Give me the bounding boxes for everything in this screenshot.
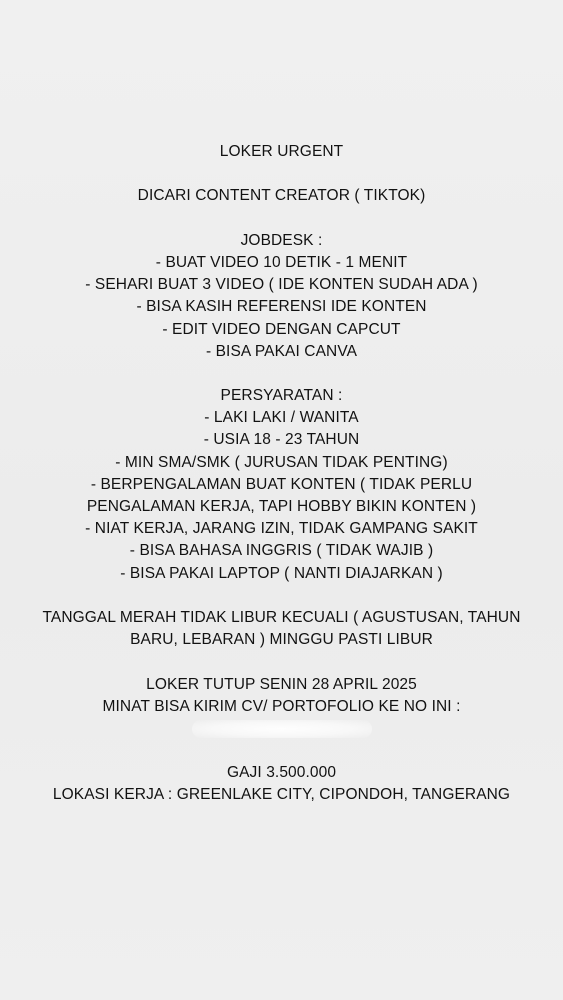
requirement-item: - USIA 18 - 23 TAHUN: [203, 431, 360, 449]
job-posting-text: [0, 141, 563, 806]
holiday-note: TANGGAL MERAH TIDAK LIBUR KECUALI ( AGUSTUSAN, TAHUN: [42, 608, 521, 626]
work-location: LOKASI KERJA : GREENLAKE CITY, CIPONDOH, TANGERANG: [52, 786, 511, 804]
jobdesk-item: - BUAT VIDEO 10 DETIK - 1 MENIT: [155, 253, 408, 271]
jobdesk-item: - SEHARI BUAT 3 VIDEO ( IDE KONTEN SUDAH ADA ): [85, 276, 478, 294]
jobdesk-item: - BISA KASIH REFERENSI IDE KONTEN: [136, 298, 427, 316]
holiday-note: BARU, LEBARAN ) MINGGU PASTI LIBUR: [130, 631, 433, 649]
requirement-item: PENGALAMAN KERJA, TAPI HOBBY BIKIN KONTEN ): [86, 498, 477, 515]
posting-title: LOKER URGENT: [219, 143, 344, 160]
requirement-item: - BISA PAKAI LAPTOP ( NANTI DIAJARKAN ): [120, 564, 443, 582]
jobdesk-heading: JOBDESK :: [240, 231, 323, 249]
requirement-item: - BISA BAHASA INGGRIS ( TIDAK WAJIB ): [129, 542, 434, 560]
requirement-item: - MIN SMA/SMK ( JURUSAN TIDAK PENTING): [115, 453, 448, 471]
apply-instruction: MINAT BISA KIRIM CV/ PORTOFOLIO KE NO INI :: [102, 697, 461, 715]
requirements-heading: PERSYARATAN :: [220, 387, 343, 405]
jobdesk-item: - EDIT VIDEO DENGAN CAPCUT: [162, 320, 401, 338]
salary: GAJI 3.500.000: [226, 763, 337, 781]
requirement-item: - LAKI LAKI / WANITA: [204, 409, 359, 427]
redacted-phone-number: [192, 720, 372, 738]
closing-date: LOKER TUTUP SENIN 28 APRIL 2025: [146, 675, 417, 693]
posting-subtitle: DICARI CONTENT CREATOR ( TIKTOK): [137, 187, 426, 205]
jobdesk-item: - BISA PAKAI CANVA: [205, 342, 358, 360]
requirement-item: - NIAT KERJA, JARANG IZIN, TIDAK GAMPANG SAKIT: [85, 520, 478, 538]
requirement-item: - BERPENGALAMAN BUAT KONTEN ( TIDAK PERLU: [90, 475, 473, 493]
